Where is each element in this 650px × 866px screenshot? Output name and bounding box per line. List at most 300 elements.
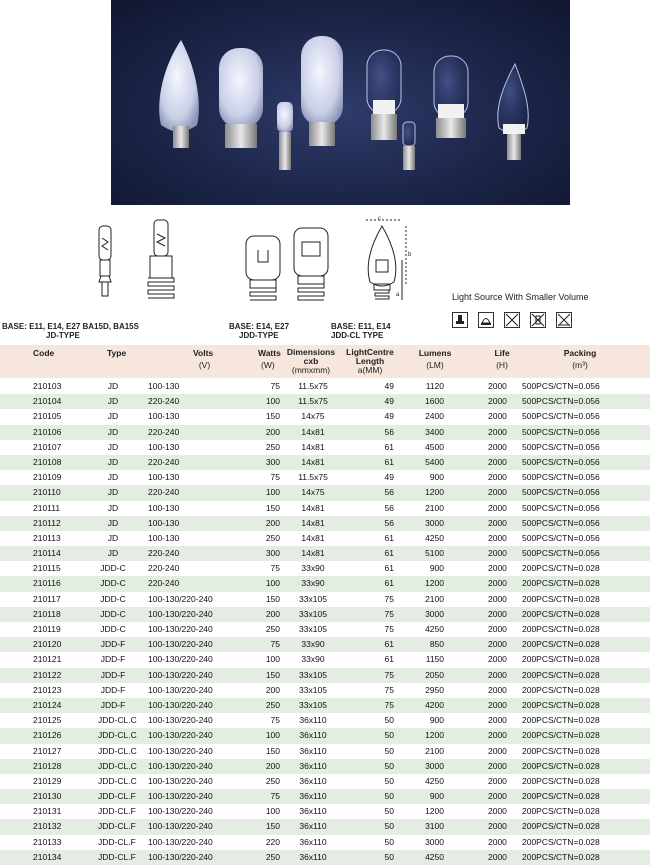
cell-dim: 33x90 bbox=[301, 654, 325, 665]
cell-packing: 200PCS/CTN=0.028 bbox=[522, 654, 600, 665]
cell-lc: 61 bbox=[384, 563, 394, 574]
cell-watts: 200 bbox=[265, 426, 280, 437]
cell-volts: 100-130/220-240 bbox=[148, 836, 213, 847]
cell-dim: 11.5x75 bbox=[298, 396, 328, 407]
table-row bbox=[0, 425, 650, 440]
cell-lumens: 4200 bbox=[425, 699, 444, 710]
cell-code: 210133 bbox=[33, 836, 62, 847]
cell-life: 2000 bbox=[488, 806, 507, 817]
cell-type: JDD-F bbox=[100, 639, 126, 650]
cell-lumens: 5400 bbox=[425, 456, 444, 467]
cell-packing: 200PCS/CTN=0.028 bbox=[522, 669, 600, 680]
header-life-unit: (H) bbox=[496, 360, 508, 370]
jd-type-text: JD-TYPE bbox=[46, 331, 80, 340]
cell-type: JDD-F bbox=[100, 684, 126, 695]
cell-lc: 49 bbox=[384, 396, 394, 407]
table-row bbox=[0, 470, 650, 485]
cell-volts: 100-130 bbox=[148, 502, 180, 513]
table-row bbox=[0, 485, 650, 500]
cell-watts: 200 bbox=[265, 684, 280, 695]
cell-packing: 200PCS/CTN=0.028 bbox=[522, 791, 600, 802]
cell-type: JD bbox=[107, 517, 119, 528]
cell-lumens: 2400 bbox=[425, 411, 444, 422]
cell-volts: 100-130/220-240 bbox=[148, 624, 213, 634]
cell-type: JDD-F bbox=[100, 699, 126, 710]
cell-type: JD bbox=[107, 487, 119, 498]
cell-code: 210113 bbox=[33, 532, 61, 543]
header-lumens-label: Lumens bbox=[418, 348, 452, 358]
cell-volts: 220-240 bbox=[148, 426, 180, 437]
cell-lumens: 4250 bbox=[425, 775, 444, 786]
cell-packing: 200PCS/CTN=0.028 bbox=[522, 563, 600, 574]
cell-packing: 200PCS/CTN=0.028 bbox=[522, 684, 600, 695]
header-dimensions bbox=[284, 348, 338, 375]
cell-watts: 100 bbox=[265, 654, 280, 665]
cell-dim: 33x105 bbox=[299, 669, 327, 680]
cell-lumens: 900 bbox=[429, 472, 444, 483]
cell-life: 2000 bbox=[488, 396, 507, 407]
cell-code: 210114 bbox=[33, 548, 61, 559]
cell-life: 2000 bbox=[488, 699, 507, 710]
spec-table-body bbox=[0, 379, 650, 865]
jdd-type-diagram bbox=[240, 222, 336, 314]
cell-packing: 500PCS/CTN=0.056 bbox=[522, 396, 600, 407]
cell-packing: 200PCS/CTN=0.028 bbox=[522, 851, 600, 862]
cell-volts: 100-130 bbox=[148, 472, 180, 483]
table-row bbox=[0, 804, 650, 819]
cell-life: 2000 bbox=[488, 502, 507, 513]
cell-lc: 50 bbox=[384, 745, 394, 756]
cell-packing: 200PCS/CTN=0.028 bbox=[522, 715, 600, 726]
cell-packing: 200PCS/CTN=0.028 bbox=[522, 699, 600, 710]
cell-watts: 250 bbox=[265, 775, 280, 786]
table-row bbox=[0, 728, 650, 743]
cell-code: 210110 bbox=[33, 487, 61, 498]
cell-lumens: 1200 bbox=[425, 730, 444, 741]
cell-packing: 200PCS/CTN=0.028 bbox=[522, 593, 600, 604]
header-packing-label: Packing bbox=[563, 348, 597, 358]
cell-packing: 500PCS/CTN=0.056 bbox=[522, 548, 600, 559]
header-watts bbox=[258, 349, 281, 370]
header-volts bbox=[193, 349, 213, 370]
cell-watts: 100 bbox=[265, 487, 280, 498]
cell-volts: 100-130/220-240 bbox=[148, 593, 213, 604]
header-watts-label: Watts bbox=[258, 348, 281, 358]
cell-life: 2000 bbox=[488, 593, 507, 604]
table-row bbox=[0, 835, 650, 850]
table-row bbox=[0, 759, 650, 774]
cell-packing: 500PCS/CTN=0.056 bbox=[522, 411, 600, 422]
header-packing bbox=[560, 349, 600, 370]
cell-watts: 150 bbox=[265, 593, 280, 604]
table-row bbox=[0, 774, 650, 789]
cell-packing: 200PCS/CTN=0.028 bbox=[522, 760, 600, 771]
cell-watts: 250 bbox=[265, 441, 280, 452]
cell-code: 210130 bbox=[33, 791, 62, 802]
cell-type: JDD-CL.F bbox=[98, 851, 136, 862]
cell-life: 2000 bbox=[488, 426, 507, 437]
cell-dim: 36x110 bbox=[299, 791, 327, 802]
cell-lc: 61 bbox=[384, 441, 394, 452]
cell-volts: 220-240 bbox=[148, 487, 180, 498]
cell-volts: 100-130/220-240 bbox=[148, 730, 213, 741]
cell-type: JDD-C bbox=[100, 578, 126, 589]
cell-volts: 100-130 bbox=[148, 517, 180, 528]
cell-type: JD bbox=[107, 441, 119, 452]
cell-dim: 33x90 bbox=[301, 639, 325, 650]
cell-lumens: 4500 bbox=[425, 441, 444, 452]
cell-life: 2000 bbox=[488, 821, 507, 832]
cell-type: JD bbox=[107, 548, 119, 559]
cell-code: 210118 bbox=[33, 608, 61, 619]
cell-watts: 300 bbox=[265, 548, 280, 559]
header-life-label: Life bbox=[494, 348, 510, 358]
cell-lc: 56 bbox=[384, 517, 394, 528]
table-row bbox=[0, 744, 650, 759]
cell-type: JDD-F bbox=[100, 669, 126, 680]
cell-volts: 100-130/220-240 bbox=[148, 639, 213, 650]
cell-packing: 200PCS/CTN=0.028 bbox=[522, 821, 600, 832]
cell-watts: 100 bbox=[265, 806, 280, 817]
cell-life: 2000 bbox=[488, 791, 507, 802]
cell-lumens: 3000 bbox=[425, 608, 444, 619]
cell-code: 210108 bbox=[33, 456, 62, 467]
cell-packing: 500PCS/CTN=0.056 bbox=[522, 517, 600, 528]
cell-lumens: 4250 bbox=[425, 624, 444, 634]
cell-volts: 100-130/220-240 bbox=[148, 745, 213, 756]
cell-lc: 75 bbox=[384, 669, 394, 680]
cell-lc: 75 bbox=[384, 608, 394, 619]
header-lc-sub: Length bbox=[355, 356, 385, 366]
cell-lc: 61 bbox=[384, 532, 394, 543]
table-row bbox=[0, 683, 650, 698]
cell-life: 2000 bbox=[488, 715, 507, 726]
cell-packing: 500PCS/CTN=0.056 bbox=[522, 381, 600, 391]
cell-volts: 100-130/220-240 bbox=[148, 806, 213, 817]
cell-life: 2000 bbox=[488, 745, 507, 756]
cell-life: 2000 bbox=[488, 684, 507, 695]
cell-volts: 220-240 bbox=[148, 548, 180, 559]
header-lumens bbox=[418, 349, 452, 370]
cell-code: 210127 bbox=[33, 745, 62, 756]
jdd-cl-type-caption bbox=[331, 322, 391, 340]
product-photo bbox=[111, 0, 570, 205]
bulbs-illustration bbox=[111, 0, 570, 205]
cell-packing: 200PCS/CTN=0.028 bbox=[522, 624, 600, 634]
cell-life: 2000 bbox=[488, 456, 507, 467]
cell-watts: 150 bbox=[265, 411, 280, 422]
cell-life: 2000 bbox=[488, 608, 507, 619]
cell-life: 2000 bbox=[488, 851, 507, 862]
cell-packing: 500PCS/CTN=0.056 bbox=[522, 472, 600, 483]
header-lc-label: LightCentre bbox=[346, 347, 394, 357]
cell-watts: 300 bbox=[265, 456, 280, 467]
cell-type: JD bbox=[107, 381, 119, 391]
cell-life: 2000 bbox=[488, 381, 507, 391]
cell-dim: 36x110 bbox=[299, 745, 327, 756]
cell-watts: 150 bbox=[265, 821, 280, 832]
cell-volts: 100-130/220-240 bbox=[148, 821, 213, 832]
cell-watts: 100 bbox=[265, 578, 280, 589]
table-row bbox=[0, 637, 650, 652]
cell-life: 2000 bbox=[488, 472, 507, 483]
cell-code: 210111 bbox=[33, 502, 61, 513]
cell-lumens: 3000 bbox=[425, 760, 444, 771]
cell-code: 210116 bbox=[33, 578, 61, 589]
cell-code: 210129 bbox=[33, 775, 62, 786]
cell-watts: 200 bbox=[265, 608, 280, 619]
cell-watts: 250 bbox=[265, 699, 280, 710]
cell-code: 210123 bbox=[33, 684, 62, 695]
cell-dim: 33x105 bbox=[299, 593, 327, 604]
cell-type: JDD-C bbox=[100, 593, 126, 604]
cell-life: 2000 bbox=[488, 487, 507, 498]
cell-lumens: 3100 bbox=[425, 821, 444, 832]
cell-code: 210115 bbox=[33, 563, 61, 574]
cell-life: 2000 bbox=[488, 548, 507, 559]
cell-type: JDD-CL.F bbox=[98, 806, 136, 817]
cell-dim: 36x110 bbox=[299, 775, 327, 786]
table-row bbox=[0, 668, 650, 683]
cell-volts: 100-130/220-240 bbox=[148, 791, 213, 802]
cell-watts: 75 bbox=[270, 639, 280, 650]
dim-letter-b: b bbox=[408, 252, 412, 258]
cell-type: JDD-CL.F bbox=[98, 836, 136, 847]
cell-lc: 75 bbox=[384, 699, 394, 710]
table-row bbox=[0, 394, 650, 409]
cell-life: 2000 bbox=[488, 578, 507, 589]
cell-code: 210105 bbox=[33, 411, 62, 422]
header-volts-unit: (V) bbox=[198, 360, 211, 370]
cell-lumens: 3000 bbox=[425, 836, 444, 847]
header-dim-unit: (mmxmm) bbox=[291, 365, 331, 375]
table-row bbox=[0, 698, 650, 713]
table-row bbox=[0, 409, 650, 424]
table-header bbox=[0, 345, 650, 378]
cell-dim: 11.5x75 bbox=[298, 472, 328, 483]
cell-lumens: 2100 bbox=[425, 745, 444, 756]
header-lumens-unit: (LM) bbox=[426, 360, 444, 370]
cell-lc: 61 bbox=[384, 639, 394, 650]
cell-packing: 500PCS/CTN=0.056 bbox=[522, 487, 600, 498]
cell-dim: 36x110 bbox=[299, 851, 327, 862]
cell-type: JDD-C bbox=[100, 624, 126, 634]
cell-lumens: 1200 bbox=[425, 487, 444, 498]
cell-code: 210124 bbox=[33, 699, 62, 710]
cell-lc: 75 bbox=[384, 593, 394, 604]
cell-packing: 500PCS/CTN=0.056 bbox=[522, 456, 600, 467]
cell-lc: 49 bbox=[384, 381, 394, 391]
cell-dim: 33x105 bbox=[299, 624, 327, 634]
cell-code: 210122 bbox=[33, 669, 62, 680]
cell-watts: 250 bbox=[265, 532, 280, 543]
cell-type: JDD-CL.C bbox=[98, 715, 137, 726]
cell-code: 210117 bbox=[33, 593, 61, 604]
cell-type: JDD-CL.C bbox=[98, 730, 137, 741]
cell-dim: 14x81 bbox=[301, 441, 325, 452]
cell-dim: 33x105 bbox=[299, 699, 327, 710]
cell-type: JDD-CL.C bbox=[98, 775, 137, 786]
cell-lumens: 2100 bbox=[425, 502, 444, 513]
crossed-box-icon bbox=[530, 312, 546, 328]
cell-lc: 61 bbox=[384, 548, 394, 559]
cell-dim: 36x110 bbox=[299, 715, 327, 726]
cell-volts: 220-240 bbox=[148, 578, 180, 589]
cell-dim: 33x105 bbox=[299, 608, 327, 619]
cell-dim: 33x105 bbox=[299, 684, 327, 695]
cell-lumens: 4250 bbox=[425, 851, 444, 862]
cell-lumens: 900 bbox=[429, 791, 444, 802]
cell-code: 210107 bbox=[33, 441, 62, 452]
jddcl-type-text: JDD-CL TYPE bbox=[331, 331, 384, 340]
cell-watts: 250 bbox=[265, 624, 280, 634]
cell-lumens: 2950 bbox=[425, 684, 444, 695]
cell-lc: 50 bbox=[384, 806, 394, 817]
header-watts-unit: (W) bbox=[261, 360, 275, 370]
cell-watts: 150 bbox=[265, 669, 280, 680]
cell-dim: 36x110 bbox=[299, 836, 327, 847]
cell-dim: 14x81 bbox=[301, 517, 325, 528]
cell-lumens: 900 bbox=[429, 563, 444, 574]
jdd-base-text: BASE: E14, E27 bbox=[229, 322, 290, 331]
cell-lc: 75 bbox=[384, 684, 394, 695]
cell-life: 2000 bbox=[488, 654, 507, 665]
cell-code: 210106 bbox=[33, 426, 62, 437]
cell-dim: 14x81 bbox=[301, 548, 325, 559]
cell-code: 210134 bbox=[33, 851, 62, 862]
cell-dim: 33x90 bbox=[301, 578, 325, 589]
cell-packing: 200PCS/CTN=0.028 bbox=[522, 806, 600, 817]
cell-code: 210103 bbox=[33, 381, 62, 391]
cell-code: 210112 bbox=[33, 517, 61, 528]
cell-lc: 50 bbox=[384, 760, 394, 771]
cell-type: JD bbox=[107, 472, 119, 483]
cell-code: 210128 bbox=[33, 760, 62, 771]
cell-code: 210125 bbox=[33, 715, 62, 726]
cell-type: JDD-CL.F bbox=[98, 821, 136, 832]
cell-watts: 75 bbox=[270, 791, 280, 802]
cell-lc: 50 bbox=[384, 836, 394, 847]
cell-volts: 100-130/220-240 bbox=[148, 851, 213, 862]
cell-life: 2000 bbox=[488, 624, 507, 634]
cell-volts: 100-130/220-240 bbox=[148, 715, 213, 726]
cell-dim: 36x110 bbox=[299, 806, 327, 817]
cell-volts: 100-130/220-240 bbox=[148, 760, 213, 771]
cell-lumens: 900 bbox=[429, 715, 444, 726]
cell-watts: 200 bbox=[265, 517, 280, 528]
header-lc-unit: a(MM) bbox=[357, 365, 383, 375]
cell-watts: 75 bbox=[270, 381, 280, 391]
cell-lumens: 4250 bbox=[425, 532, 444, 543]
header-life bbox=[492, 349, 512, 370]
table-row bbox=[0, 546, 650, 561]
cell-watts: 100 bbox=[265, 396, 280, 407]
cell-volts: 100-130 bbox=[148, 532, 180, 543]
cell-volts: 220-240 bbox=[148, 396, 180, 407]
cell-lc: 61 bbox=[384, 654, 394, 665]
cell-watts: 150 bbox=[265, 502, 280, 513]
cell-dim: 14x81 bbox=[301, 426, 325, 437]
jd-type-caption bbox=[2, 322, 139, 340]
cell-lumens: 2050 bbox=[425, 669, 444, 680]
cell-type: JDD-C bbox=[100, 608, 126, 619]
dim-letter-a: a bbox=[396, 292, 400, 298]
header-type: Type bbox=[107, 348, 127, 358]
cell-dim: 33x90 bbox=[301, 563, 325, 574]
cell-lc: 50 bbox=[384, 730, 394, 741]
cell-life: 2000 bbox=[488, 441, 507, 452]
header-light-centre bbox=[344, 348, 396, 375]
table-row bbox=[0, 592, 650, 607]
jdd-type-text: JDD-TYPE bbox=[239, 331, 279, 340]
cell-dim: 14x81 bbox=[301, 456, 325, 467]
cell-lumens: 1200 bbox=[425, 578, 444, 589]
cell-packing: 500PCS/CTN=0.056 bbox=[522, 426, 600, 437]
cell-packing: 500PCS/CTN=0.056 bbox=[522, 532, 600, 543]
cell-type: JDD-CL.C bbox=[98, 745, 137, 756]
cell-type: JDD-C bbox=[100, 563, 126, 574]
dim-letter-c: c bbox=[378, 216, 381, 222]
cell-dim: 14x75 bbox=[301, 487, 325, 498]
plug-icon bbox=[452, 312, 468, 328]
cell-watts: 75 bbox=[270, 472, 280, 483]
cell-volts: 100-130/220-240 bbox=[148, 775, 213, 786]
cell-lc: 50 bbox=[384, 791, 394, 802]
cell-code: 210121 bbox=[33, 654, 62, 665]
cell-type: JDD-F bbox=[100, 654, 126, 665]
cell-type: JDD-CL.C bbox=[98, 760, 137, 771]
cell-lc: 61 bbox=[384, 578, 394, 589]
table-row bbox=[0, 440, 650, 455]
cell-watts: 250 bbox=[265, 851, 280, 862]
cell-dim: 36x110 bbox=[299, 821, 327, 832]
table-row bbox=[0, 379, 650, 394]
cell-lumens: 2100 bbox=[425, 593, 444, 604]
cell-volts: 100-130/220-240 bbox=[148, 669, 213, 680]
cell-watts: 100 bbox=[265, 730, 280, 741]
cell-lumens: 5100 bbox=[425, 548, 444, 559]
cell-code: 210104 bbox=[33, 396, 62, 407]
table-row bbox=[0, 455, 650, 470]
cell-type: JD bbox=[107, 411, 119, 422]
cell-type: JD bbox=[107, 396, 119, 407]
cell-lc: 56 bbox=[384, 487, 394, 498]
table-row bbox=[0, 531, 650, 546]
cell-type: JDD-CL.F bbox=[98, 791, 136, 802]
header-dim-sub: cxb bbox=[303, 356, 319, 366]
cell-watts: 150 bbox=[265, 745, 280, 756]
cell-life: 2000 bbox=[488, 775, 507, 786]
cell-volts: 100-130/220-240 bbox=[148, 654, 213, 665]
cell-packing: 200PCS/CTN=0.028 bbox=[522, 578, 600, 589]
cell-dim: 36x110 bbox=[299, 730, 327, 741]
jdd-cl-type-diagram bbox=[362, 216, 422, 316]
crossed-lamp-icon bbox=[556, 312, 572, 328]
cell-lc: 56 bbox=[384, 502, 394, 513]
cell-lc: 50 bbox=[384, 715, 394, 726]
table-row bbox=[0, 501, 650, 516]
table-row bbox=[0, 607, 650, 622]
crossed-box-icon bbox=[504, 312, 520, 328]
cell-dim: 36x110 bbox=[299, 760, 327, 771]
table-row bbox=[0, 576, 650, 591]
cell-dim: 14x75 bbox=[301, 411, 325, 422]
cell-packing: 500PCS/CTN=0.056 bbox=[522, 502, 600, 513]
table-row bbox=[0, 516, 650, 531]
cell-packing: 200PCS/CTN=0.028 bbox=[522, 639, 600, 650]
cell-code: 210119 bbox=[33, 624, 61, 634]
cell-lumens: 3400 bbox=[425, 426, 444, 437]
